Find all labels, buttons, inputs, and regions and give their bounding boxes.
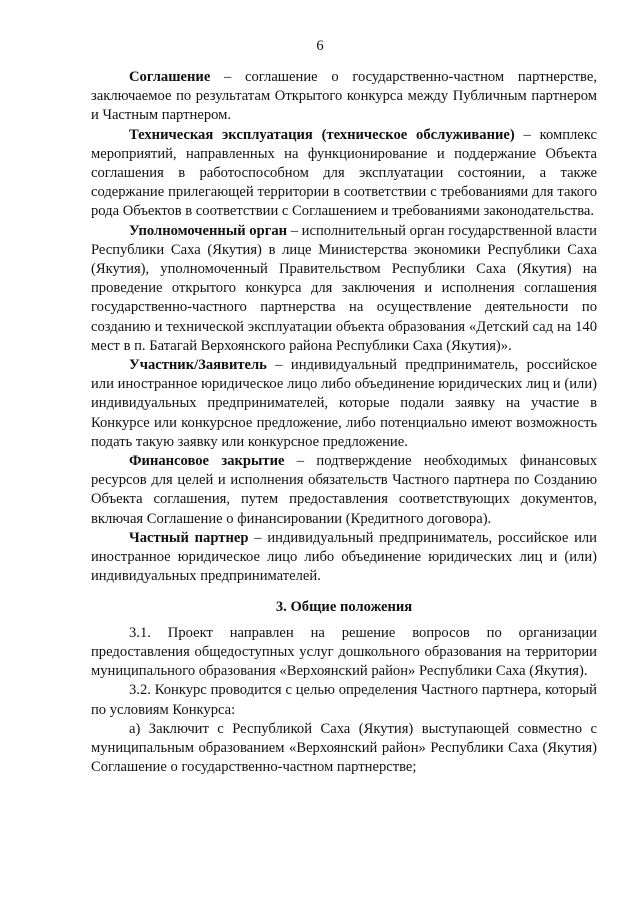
definition-term: Соглашение — [129, 69, 211, 85]
section-paragraph: 3.1. Проект направлен на решение вопросов по организации предоставления общедоступных услуг дошкольного образования на территории муниципального образования «Верхоянский район» Республики Саха (Якутия). — [91, 624, 597, 680]
definition-text: – подтверждение необходимых финансовых ресурсов для целей и исполнения обязательств Частного партнера по Созданию Объекта соглашения, путем предоставления соответствующих документов, включая Соглашение о финансировании (Кредитного договора). — [91, 453, 597, 527]
definition-term: Техническая эксплуатация (техническое обслуживание) — [129, 126, 515, 143]
definition-text: – индивидуальный предприниматель, российское или иностранное юридическое лицо либо объединение юридических лиц и (или) индивидуальных предпринимателей. — [91, 529, 597, 585]
definition-text: – комплекс мероприятий, направленных на функционирование и поддержание Объекта соглашения в работоспособном для эксплуатации состоянии, а также содержание прилегающей территории в соответствии с требованиями для такого рода Объектов в соответствии с Соглашением и требованиями законодательства. — [91, 126, 597, 220]
definition-paragraph — [91, 529, 597, 587]
section-paragraph: а) Заключит с Республикой Саха (Якутия) выступающей совместно с муниципальным образованием «Верхоянский район» Республики Саха (Якутия) Соглашение о государственно-частном партнерстве; — [91, 720, 597, 776]
definition-paragraph — [91, 126, 597, 222]
definition-paragraph — [91, 356, 597, 452]
definition-text: – индивидуальный предприниматель, российское или иностранное юридическое лицо либо объединение юридических лиц и (или) индивидуальных предпринимателей, которые подали заявку на участие в Конкурсе или конкурсное предложение, либо потенциально имеют возможность подать такую заявку или конкурсное предложение. — [91, 357, 597, 450]
section-heading: 3. Общие положения — [275, 599, 413, 616]
definition-paragraph — [91, 222, 597, 356]
definition-text: – исполнительный орган государственной власти Республики Саха (Якутия) в лице Министерства экономики Республики Саха (Якутия), уполномоченный Правительством Республики Саха (Якутия) на проведение открытого конкурса для заключения и исполнения соглашения государственно-частного партнерства на осуществление деятельности по созданию и технической эксплуатации объекта образования «Детский сад на 140 мест в п. Батагай Верхоянского района Республики Саха (Якутия)». — [91, 222, 597, 354]
section-paragraph: 3.2. Конкурс проводится с целью определения Частного партнера, который по условиям Конкурса: — [91, 682, 597, 718]
page-number: 6 — [316, 38, 324, 54]
definition-term: Финансовое закрытие — [129, 453, 285, 470]
definition-term: Участник/Заявитель — [129, 357, 267, 374]
definition-paragraph — [91, 68, 597, 126]
definition-term: Частный партнер — [129, 529, 249, 546]
definition-term: Уполномоченный орган — [129, 222, 288, 239]
definition-text: – соглашение о государственно-частном партнерстве, заключаемое по результатам Открытого конкурса между Публичным партнером и Частным партнером. — [91, 69, 597, 124]
definition-paragraph — [91, 452, 597, 529]
document-body — [91, 68, 597, 777]
